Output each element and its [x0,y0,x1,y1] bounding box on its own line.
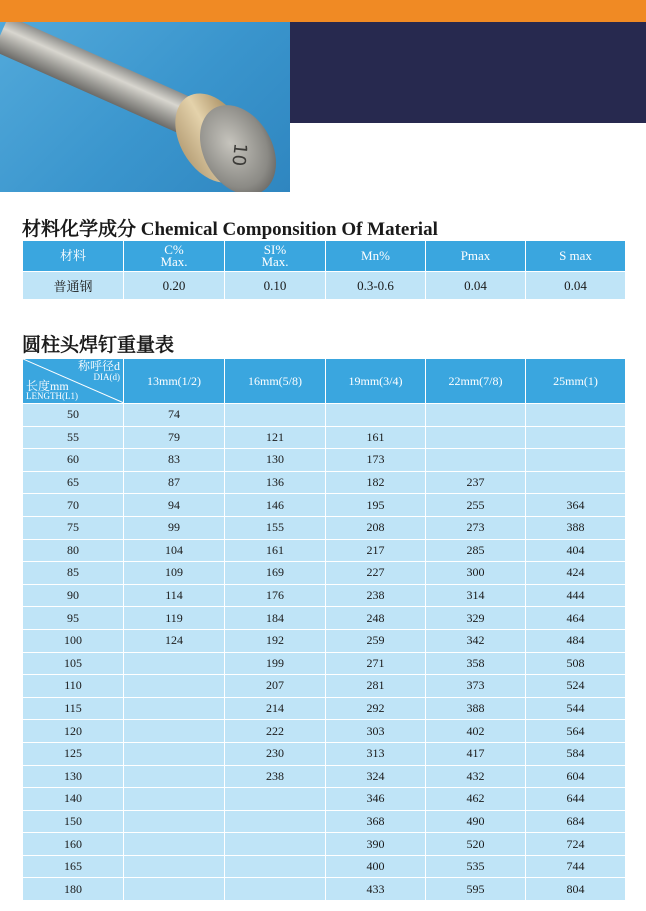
table-row [23,272,626,300]
weight-cell [426,404,526,427]
weight-cell [124,833,225,856]
weight-cell: 155 [225,516,326,539]
length-cell: 60 [23,449,124,472]
table-row [23,426,626,449]
weight-cell: 208 [326,516,426,539]
weight-cell: 173 [326,449,426,472]
length-cell: 130 [23,765,124,788]
column-header: 13mm(1/2) [124,359,225,404]
weight-cell: 124 [124,629,225,652]
weight-cell [124,675,225,698]
column-header: 16mm(5/8) [225,359,326,404]
weight-cell: 400 [326,855,426,878]
weight-cell: 109 [124,562,225,585]
weight-cell: 161 [225,539,326,562]
table-row [23,652,626,675]
weight-cell: 508 [526,652,626,675]
column-header: 25mm(1) [526,359,626,404]
weight-cell: 199 [225,652,326,675]
weight-cell [225,404,326,427]
stud-photo [0,22,290,192]
header-manganese: Mn% [326,241,426,272]
weight-cell [225,810,326,833]
weight-cell: 99 [124,516,225,539]
table-row [23,788,626,811]
header-material: 材料 [23,241,124,272]
header-silicon: SI% Max. [225,241,326,272]
table-row [23,471,626,494]
weight-cell: 300 [426,562,526,585]
table-row [23,833,626,856]
weight-cell: 285 [426,539,526,562]
table-row [23,449,626,472]
weight-cell: 368 [326,810,426,833]
weight-cell: 373 [426,675,526,698]
weight-cell: 564 [526,720,626,743]
weight-cell: 222 [225,720,326,743]
weight-cell: 255 [426,494,526,517]
weight-cell: 161 [326,426,426,449]
weight-cell: 292 [326,697,426,720]
weight-cell: 744 [526,855,626,878]
weight-cell: 195 [326,494,426,517]
navy-block [290,22,646,123]
weight-table-body [23,404,626,901]
weight-cell: 121 [225,426,326,449]
weight-cell: 464 [526,607,626,630]
weight-cell: 184 [225,607,326,630]
weight-cell: 544 [526,697,626,720]
column-header: 22mm(7/8) [426,359,526,404]
header-phosphorus: Pmax [426,241,526,272]
length-cell: 75 [23,516,124,539]
weight-cell: 169 [225,562,326,585]
weight-cell: 182 [326,471,426,494]
length-cell: 90 [23,584,124,607]
weight-cell [526,426,626,449]
weight-cell [124,652,225,675]
weight-cell: 424 [526,562,626,585]
weight-cell [124,720,225,743]
weight-cell [526,404,626,427]
weight-cell: 535 [426,855,526,878]
stud-mark: 10 [227,142,251,168]
weight-cell: 130 [225,449,326,472]
weight-cell [426,449,526,472]
chem-title: 材料化学成分 Chemical Componsition Of Material [22,219,438,240]
cell-phosphorus: 0.04 [426,272,526,300]
banner [0,0,646,205]
length-label: 长度mm LENGTH(L1) [26,379,78,401]
diameter-label: 称呼径d DIA(d) [77,359,120,382]
weight-cell: 444 [526,584,626,607]
weight-cell: 584 [526,742,626,765]
table-header-row [23,241,626,272]
length-cell: 85 [23,562,124,585]
shear-stud-image [0,22,290,192]
weight-cell [526,471,626,494]
weight-cell: 176 [225,584,326,607]
length-cell: 140 [23,788,124,811]
weight-cell: 192 [225,629,326,652]
weight-cell: 462 [426,788,526,811]
weight-cell [124,855,225,878]
weight-cell: 227 [326,562,426,585]
cell-material: 普通钢 [23,272,124,300]
weight-cell [225,833,326,856]
length-cell: 110 [23,675,124,698]
weight-cell: 484 [526,629,626,652]
column-header: 19mm(3/4) [326,359,426,404]
weight-cell [426,426,526,449]
table-row [23,562,626,585]
weight-cell: 74 [124,404,225,427]
diagonal-corner-header [23,359,124,404]
weight-cell: 524 [526,675,626,698]
weight-cell: 217 [326,539,426,562]
weight-cell: 388 [426,697,526,720]
weight-cell: 329 [426,607,526,630]
weight-cell: 136 [225,471,326,494]
weight-cell: 314 [426,584,526,607]
length-cell: 180 [23,878,124,901]
weight-cell: 358 [426,652,526,675]
header-sulfur: S max [526,241,626,272]
weight-cell [225,878,326,901]
weight-cell: 248 [326,607,426,630]
weight-cell: 281 [326,675,426,698]
length-cell: 100 [23,629,124,652]
weight-cell [124,697,225,720]
length-cell: 65 [23,471,124,494]
weight-cell: 684 [526,810,626,833]
weight-cell: 238 [225,765,326,788]
table-row [23,765,626,788]
weight-cell [526,449,626,472]
weight-cell: 490 [426,810,526,833]
table-row [23,697,626,720]
weight-cell: 238 [326,584,426,607]
table-row [23,494,626,517]
weight-cell [124,878,225,901]
length-cell: 55 [23,426,124,449]
weight-cell [124,810,225,833]
weight-cell: 79 [124,426,225,449]
length-cell: 50 [23,404,124,427]
table-row [23,855,626,878]
weight-cell: 303 [326,720,426,743]
weight-cell: 114 [124,584,225,607]
length-cell: 95 [23,607,124,630]
weight-cell: 595 [426,878,526,901]
weight-cell [326,404,426,427]
table-row [23,675,626,698]
stud-weight-table [22,358,626,901]
weight-table-title: 圆柱头焊钉重量表 [22,335,175,356]
length-cell: 150 [23,810,124,833]
table-row [23,878,626,901]
weight-cell: 324 [326,765,426,788]
weight-cell: 604 [526,765,626,788]
weight-cell: 433 [326,878,426,901]
cell-sulfur: 0.04 [526,272,626,300]
weight-cell: 271 [326,652,426,675]
length-cell: 120 [23,720,124,743]
cell-silicon: 0.10 [225,272,326,300]
weight-cell [225,788,326,811]
table-row [23,742,626,765]
weight-cell: 237 [426,471,526,494]
length-cell: 105 [23,652,124,675]
table-header-row [23,359,626,404]
orange-strip [0,0,646,22]
weight-cell: 364 [526,494,626,517]
weight-cell: 230 [225,742,326,765]
weight-cell: 404 [526,539,626,562]
weight-cell: 119 [124,607,225,630]
weight-cell: 388 [526,516,626,539]
length-cell: 80 [23,539,124,562]
table-row [23,404,626,427]
weight-cell: 724 [526,833,626,856]
weight-cell: 432 [426,765,526,788]
weight-cell: 417 [426,742,526,765]
weight-cell: 87 [124,471,225,494]
weight-cell [225,855,326,878]
weight-cell: 644 [526,788,626,811]
weight-cell: 146 [225,494,326,517]
weight-cell [124,765,225,788]
weight-cell: 207 [225,675,326,698]
weight-cell: 346 [326,788,426,811]
length-cell: 160 [23,833,124,856]
length-cell: 165 [23,855,124,878]
weight-cell: 313 [326,742,426,765]
cell-carbon: 0.20 [124,272,225,300]
cell-manganese: 0.3-0.6 [326,272,426,300]
table-row [23,539,626,562]
table-row [23,810,626,833]
weight-cell: 259 [326,629,426,652]
weight-cell: 520 [426,833,526,856]
weight-cell: 94 [124,494,225,517]
weight-cell: 402 [426,720,526,743]
table-row [23,584,626,607]
length-cell: 70 [23,494,124,517]
table-row [23,629,626,652]
weight-cell: 273 [426,516,526,539]
table-row [23,607,626,630]
length-cell: 125 [23,742,124,765]
table-row [23,720,626,743]
weight-cell: 104 [124,539,225,562]
weight-cell: 342 [426,629,526,652]
weight-cell: 214 [225,697,326,720]
weight-cell: 390 [326,833,426,856]
header-carbon: C% Max. [124,241,225,272]
chemical-composition-table [22,240,626,300]
table-row [23,516,626,539]
weight-cell: 804 [526,878,626,901]
weight-cell [124,742,225,765]
weight-cell: 83 [124,449,225,472]
length-cell: 115 [23,697,124,720]
weight-cell [124,788,225,811]
